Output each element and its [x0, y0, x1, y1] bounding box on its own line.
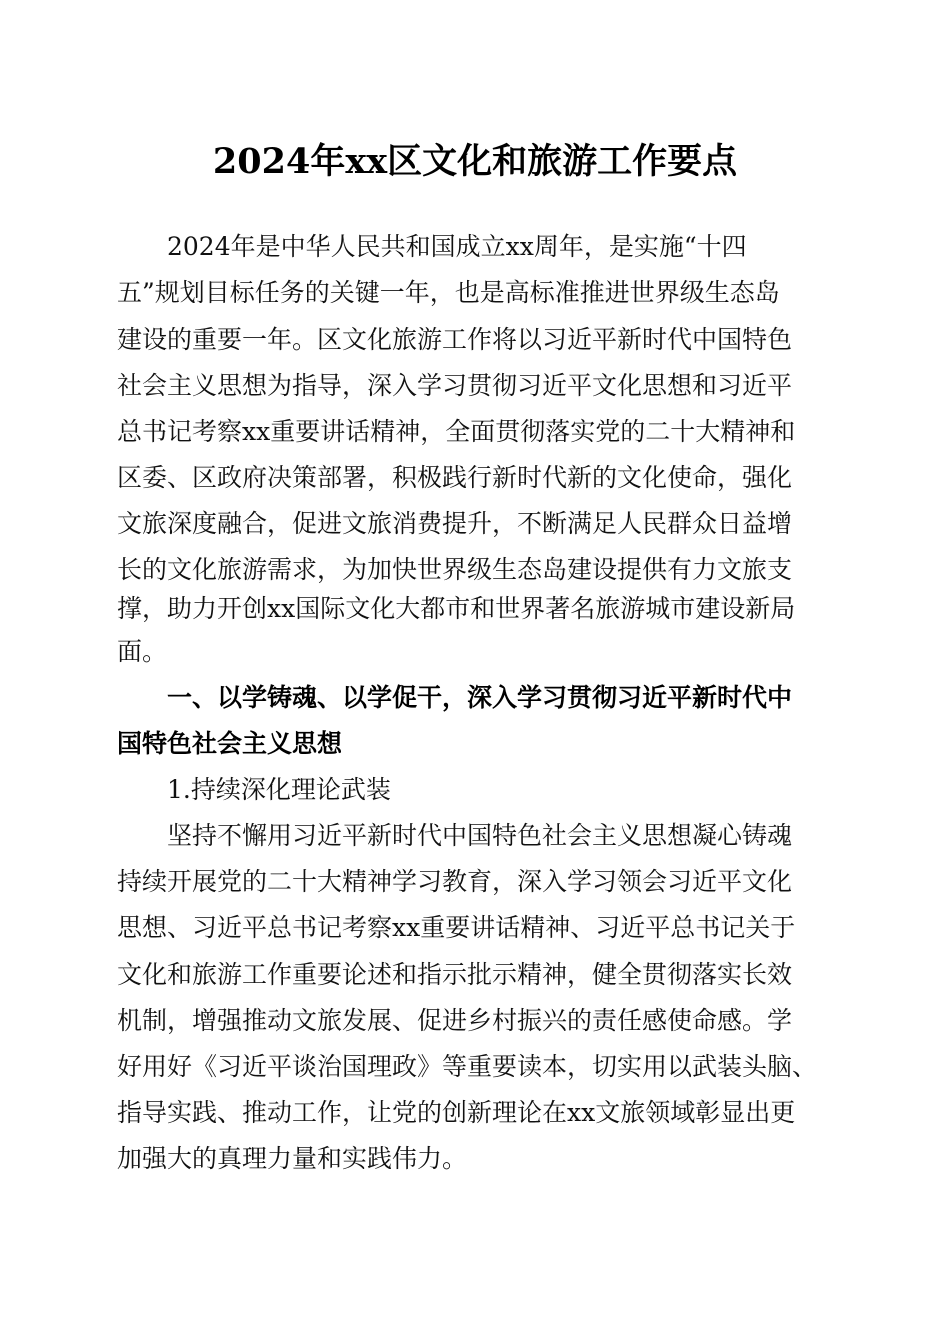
body-line: 加强大的真理力量和实践伟力。 [117, 1144, 468, 1173]
intro-line: 五”规划目标任务的关键一年，也是高标准推进世界级生态岛 [117, 278, 780, 307]
body-line: 指导实践、推动工作，让党的创新理论在xx文旅领域彰显出更 [117, 1098, 796, 1127]
intro-line: 面。 [117, 637, 168, 666]
intro-line: 2024年是中华人民共和国成立xx周年，是实施“十四 [167, 232, 747, 261]
intro-line: 社会主义思想为指导，深入学习贯彻习近平文化思想和习近平 [117, 371, 793, 400]
intro-line: 长的文化旅游需求，为加快世界级生态岛建设提供有力文旅支 [117, 555, 793, 584]
intro-line: 建设的重要一年。区文化旅游工作将以习近平新时代中国特色 [117, 325, 793, 354]
section-heading: 一、以学铸魂、以学促干，深入学习贯彻习近平新时代中 [167, 683, 793, 712]
intro-line: 总书记考察xx重要讲话精神，全面贯彻落实党的二十大精神和 [117, 417, 796, 446]
body-line: 文化和旅游工作重要论述和指示批示精神，健全贯彻落实长效 [117, 960, 793, 989]
subsection-title: 1.持续深化理论武装 [167, 775, 391, 804]
intro-line: 撑，助力开创xx国际文化大都市和世界著名旅游城市建设新局 [117, 594, 796, 623]
body-line: 机制，增强推动文旅发展、促进乡村振兴的责任感使命感。学 [117, 1006, 793, 1035]
body-line: 好用好《习近平谈治国理政》等重要读本，切实用以武装头脑、 [117, 1052, 818, 1081]
intro-line: 文旅深度融合，促进文旅消费提升，不断满足人民群众日益增 [117, 509, 793, 538]
section-heading: 国特色社会主义思想 [117, 729, 343, 758]
body-line: 思想、习近平总书记考察xx重要讲话精神、习近平总书记关于 [117, 913, 796, 942]
intro-line: 区委、区政府决策部署，积极践行新时代新的文化使命，强化 [117, 463, 793, 492]
body-line: 持续开展党的二十大精神学习教育，深入学习领会习近平文化 [117, 867, 793, 896]
body-line: 坚持不懈用习近平新时代中国特色社会主义思想凝心铸魂 [167, 821, 793, 850]
document-title: 2024年xx区文化和旅游工作要点 [212, 141, 738, 182]
